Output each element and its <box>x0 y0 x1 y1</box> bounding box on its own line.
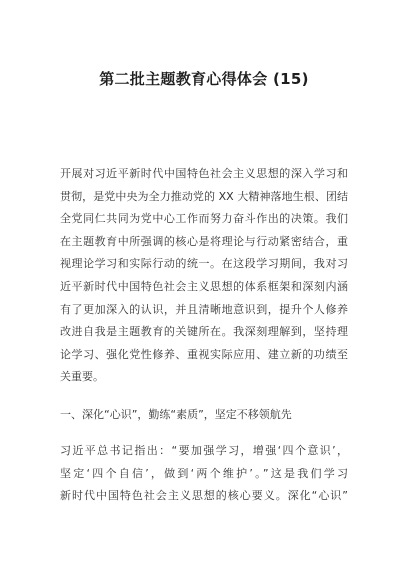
paragraph-line: 论学习、强化党性修养、重视实际应用、建立新的功绩至 <box>60 347 348 361</box>
paragraph-line: 开展对习近平新时代中国特色社会主义思想的深入学习和 <box>60 167 348 180</box>
paragraph-line: 贯彻，是党中央为全力推动党的 XX 大精神落地生根、团结 <box>60 189 348 203</box>
paragraph-line: 改进自我是主题教育的关键所在。我深刻理解到，坚持理 <box>60 325 348 339</box>
paragraph-line: 坚定‘四个自信’，做到‘两个维护’。”这是我们学习 <box>60 466 348 480</box>
section-heading: 一、深化“心识”，勤练“素质”，坚定不移领航先 <box>60 408 292 421</box>
paragraph-line: 近平新时代中国特色社会主义思想的体系框架和深刻内涵 <box>60 279 348 293</box>
paragraph-line: 视理论学习和实际行动的统一。在这段学习期间，我对习 <box>60 257 348 271</box>
paragraph-line: 全党同仁共同为党中心工作而努力奋斗作出的决策。我们 <box>60 212 348 226</box>
paragraph-line: 习近平总书记指出：“要加强学习，增强‘四个意识’， <box>60 444 348 457</box>
paragraph-line: 有了更加深入的认识，并且清晰地意识到，提升个人修养 <box>60 302 348 316</box>
paragraph-line: 关重要。 <box>60 370 104 384</box>
paragraph-intro <box>60 163 348 389</box>
document-title: 第二批主题教育心得体会 (15) <box>99 70 309 88</box>
paragraph-line: 在主题教育中所强调的核心是将理论与行动紧密结合，重 <box>60 234 348 248</box>
paragraph-line: 新时代中国特色社会主义思想的核心要义。深化“心识” <box>60 489 348 503</box>
paragraph-section1 <box>60 440 348 508</box>
